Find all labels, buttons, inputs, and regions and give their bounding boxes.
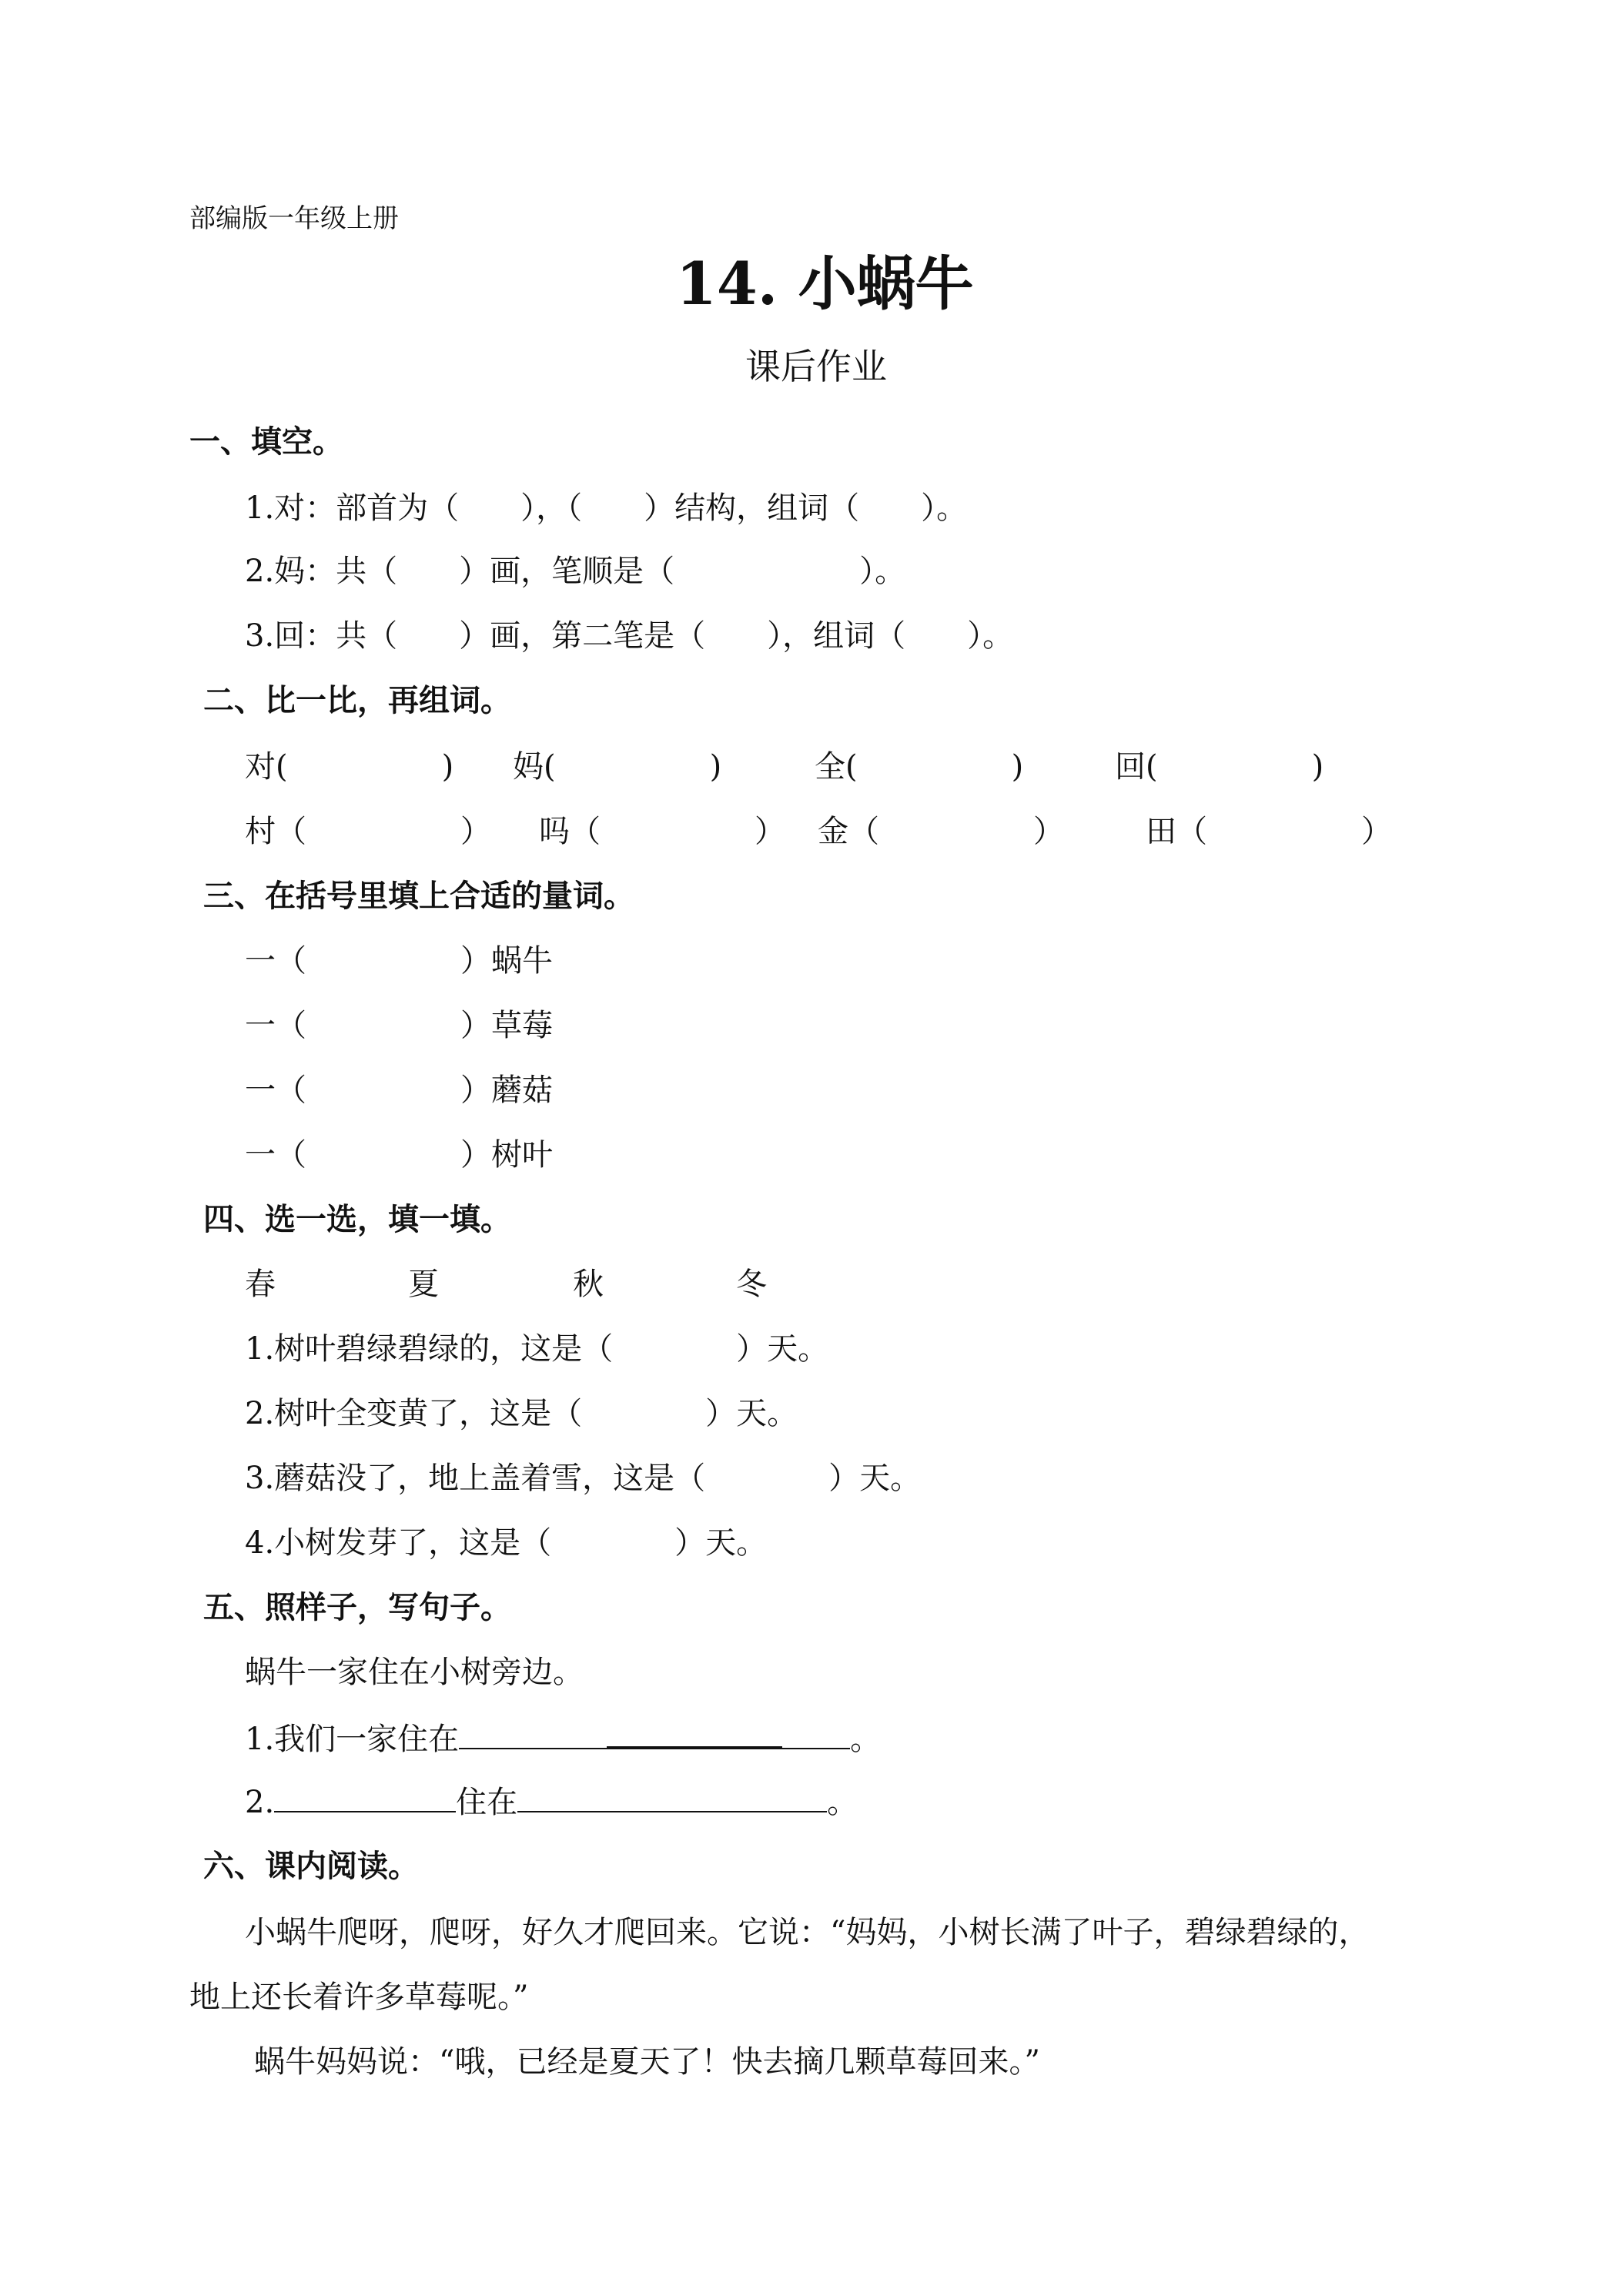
season-option-summer: 夏 (408, 1267, 439, 1302)
s2-row2-item-4: 田（ ） (1146, 814, 1392, 849)
section-2-heading: 二、比一比，再组词。 (203, 683, 511, 718)
s4-item-4: 4.小树发芽了，这是（ ）天。 (245, 1525, 768, 1561)
section-4-heading: 四、选一选，填一填。 (203, 1202, 511, 1237)
s5-q1-suffix: 。 (850, 1722, 882, 1757)
grade-header: 部编版一年级上册 (189, 203, 399, 234)
s2-row1-item-4: 回( ) (1115, 749, 1324, 785)
s3-item-3: 一（ ）蘑菇 (245, 1073, 553, 1108)
s3-item-2: 一（ ）草莓 (245, 1008, 553, 1043)
reading-para-1-line-2: 地上还长着许多草莓呢。” (189, 1980, 529, 2015)
s4-item-2: 2.树叶全变黄了，这是（ ）天。 (245, 1396, 798, 1431)
s3-item-4: 一（ ）树叶 (245, 1137, 553, 1173)
s5-question-1 (245, 1717, 881, 1759)
s5-q2-suffix: 。 (827, 1785, 858, 1820)
s3-item-1: 一（ ）蜗牛 (245, 943, 553, 979)
s1-item-2: 2.妈：共（ ）画，笔顺是（ ）。 (245, 554, 906, 589)
s2-row2-item-3: 金（ ） (818, 814, 1064, 849)
s2-row1-item-2: 妈( ) (513, 749, 722, 785)
subtitle: 课后作业 (745, 346, 887, 387)
answer-blank[interactable] (517, 1782, 827, 1812)
season-option-winter: 冬 (736, 1267, 767, 1302)
season-option-autumn: 秋 (573, 1267, 604, 1302)
s5-example: 蜗牛一家住在小树旁边。 (245, 1655, 584, 1690)
s5-q2-prefix: 2. (245, 1785, 275, 1820)
s2-row1-item-3: 全( ) (815, 749, 1024, 785)
answer-blank[interactable] (459, 1719, 607, 1749)
reading-para-2: 蜗牛妈妈说：“哦，已经是夏天了！快去摘几颗草莓回来。” (254, 2044, 1040, 2080)
s2-row1-item-1: 对( ) (245, 749, 454, 785)
answer-blank[interactable] (782, 1719, 850, 1749)
s1-item-3: 3.回：共（ ）画，第二笔是（ ），组词（ ）。 (245, 618, 1014, 654)
section-5-heading: 五、照样子，写句子。 (203, 1590, 511, 1625)
s5-q2-mid: 住在 (456, 1785, 518, 1820)
s5-question-2 (245, 1782, 858, 1822)
section-6-heading: 六、课内阅读。 (203, 1849, 419, 1884)
answer-blank[interactable] (274, 1782, 456, 1812)
s5-q1-prefix: 1.我们一家住在 (245, 1722, 460, 1757)
s2-row2-item-1: 村（ ） (245, 814, 491, 849)
lesson-title: 14. 小蜗牛 (676, 249, 974, 318)
section-1-heading: 一、填空。 (189, 424, 343, 460)
s2-row2-item-2: 吗（ ） (539, 814, 785, 849)
s4-item-1: 1.树叶碧绿碧绿的，这是（ ）天。 (245, 1331, 829, 1367)
reading-para-1-line-1: 小蜗牛爬呀，爬呀，好久才爬回来。它说：“妈妈，小树长满了叶子，碧绿碧绿的， (245, 1915, 1370, 1950)
section-3-heading: 三、在括号里填上合适的量词。 (203, 879, 634, 914)
season-option-spring: 春 (245, 1267, 276, 1302)
s1-item-1: 1.对：部首为（ ），（ ）结构，组词（ ）。 (245, 490, 968, 526)
answer-blank[interactable] (607, 1717, 782, 1749)
s4-item-3: 3.蘑菇没了，地上盖着雪，这是（ ）天。 (245, 1461, 922, 1496)
